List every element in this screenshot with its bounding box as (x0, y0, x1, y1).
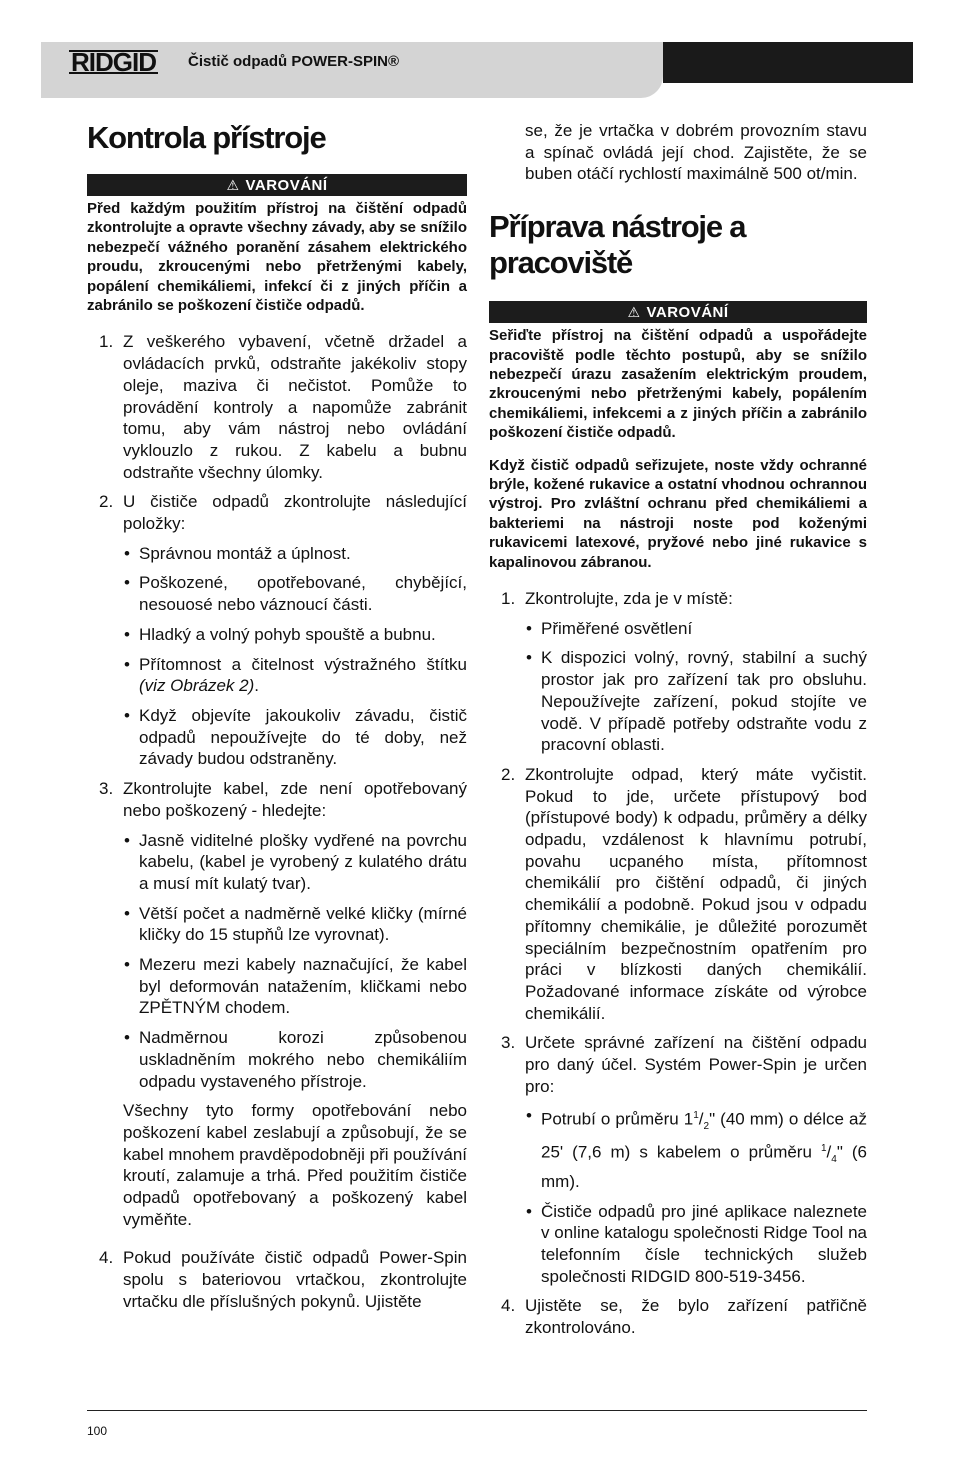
bullet-item: • Větší počet a nadměrně velké kličky (mírné kličky do 15 stupňů lze vyrovnat). (123, 903, 467, 946)
continuation-text: se, že je vrtačka v dobrém provozním stavu a spínač ovládá její chod. Zajistěte, že se buben otáčí rychlostí maximálně 500 ot/min. (525, 121, 867, 184)
list-item: 2. U čističe odpadů zkontrolujte následující položky: • Správnou montáž a úplnost. • Poškozené, opotřebované, chybějící, nesouosé nebo váznoucí části. • Hladký a volný pohyb spouště a bubnu. • Přítomnost a čitelnost výstražného štítku (viz Obrázek 2). • Když objevíte jakoukoliv závadu, čistič odpadů nepoužívejte do té doby, než závady budou odstraněny. (87, 491, 467, 770)
list-item: 2. Zkontrolujte odpad, který máte vyčistit. Pokud to jde, určete přístupový bod (přístupové body) k odpadu, průměry a délky odpadu, vzdálenost k hlavnímu potrubí, povahu ucpaného místa, přítomnost chemikálií pro čištění odpadů, či jiných chemikálií a podobně. Pokud jsou v odpadu přítomny chemikálie, je důležité porozumět speciálním bezpečnostním opatřením pro práci v blízkosti daných chemikálií. Požadované informace získáte od výrobce chemikálií. (501, 764, 867, 1023)
list-item: 4. Pokud používáte čistič odpadů Power-Spin spolu s bateriovou vrtačkou, zkontrolujte vrtačku dle příslušných pokynů. Ujistěte (99, 1248, 467, 1311)
inspection-steps (87, 331, 467, 1312)
bullet-item: • Jasně viditelné plošky vydřené na povrchu kabelu, (kabel je vyrobený z kulatého drátu a musí mít kulatý tvar). (123, 830, 467, 895)
header-title: Čistič odpadů POWER-SPIN® (188, 53, 400, 70)
list-item: 1. Zkontrolujte, zda je v místě: • Přiměřené osvětlení • K dispozici volný, rovný, stabilní a suchý prostor jak pro zařízení tak pro obsluhu. Nepoužívejte zařízení, pokud stojíte ve vodě. V případě potřeby odstraňte vodu z pracovní oblasti. (489, 588, 867, 756)
warning-label: VAROVÁNÍ (245, 177, 328, 194)
bullet-item: • Čističe odpadů pro jiné aplikace naleznete v online katalogu společnosti Ridge Tool na telefonním čísle technických služeb společnosti RIDGID 800-519-3456. (525, 1201, 867, 1288)
figure-reference: (viz Obrázek 2) (139, 676, 255, 696)
warning-text-protection: Když čistič odpadů seřizujete, noste vždy ochranné brýle, kožené rukavice a ostatní vhodnou ochrannou výstroj. Pro zvláštní ochranu před chemikáliemi a bakteriemi na nástroji noste pod koženými rukavicemi latexové, pryžové nebo jiné rukavice s kapalinovou zábranou. (489, 456, 867, 571)
warning-label: VAROVÁNÍ (646, 304, 729, 322)
list-item: 4. Ujistěte se, že bylo zařízení patřičně zkontrolováno. (501, 1296, 867, 1338)
bullet-item: • K dispozici volný, rovný, stabilní a suchý prostor jak pro zařízení tak pro obsluhu. Nepoužívejte zařízení, pokud stojíte ve vodě. V případě potřeby odstraňte vodu z pracovní oblasti. (525, 647, 867, 756)
cable-note: Všechny tyto formy opotřebování nebo poškození kabel zeslabují a způsobují, že se kabel mnohem pravděpodobněji při používání kroutí, zalamuje a trhá. Před použitím čističe odpadů opotřebovaný a poškozený kabel vyměňte. (123, 1101, 468, 1229)
bullet-item: • Přiměřené osvětlení (525, 618, 867, 640)
list-item: 3. Určete správné zařízení na čištění odpadu pro daný účel. Systém Power-Spin je určen pro: • Potrubí o průměru $1^1/_2$" (40 mm) o délce až 25' (7,6 m) s kabelem o průměru $^1/_4$" (6 mm). • Čističe odpadů pro jiné aplikace naleznete v online katalogu společnosti Ridge Tool na telefonním čísle technických služeb společnosti RIDGID 800-519-3456. (489, 1032, 867, 1287)
bullet-item: • Mezeru mezi kabely naznačující, že kabel byl deformován natažením, kličkami nebo ZPĚTNÝM chodem. (123, 954, 467, 1019)
bullet-item: • Nadměrnou korozi způsobenou uskladněním mokrého nebo chemikáliím odpadu vystaveného přístroje. (123, 1027, 467, 1092)
warning-triangle-icon: ⚠ (226, 177, 240, 193)
warning-triangle-icon: ⚠ (627, 304, 641, 321)
header-dark-band (663, 42, 913, 83)
warning-bar (489, 301, 867, 323)
section-title-inspection: Kontrola přístroje (87, 120, 326, 155)
warning-bar (87, 174, 467, 196)
warning-text: Před každým použitím přístroj na čištění odpadů zkontrolujte a opravte všechny závady, aby se snížilo nebezpečí vážného poranění zásahem elektrického proudu, zkroucenými nebo přetrženými kabely, popálení chemikáliemi, infekcí či z jiných příčin a zabránilo se poškození čističe odpadů. (87, 200, 467, 315)
left-column (87, 120, 467, 1321)
list-item: 1. Z veškerého vybavení, včetně držadel a ovládacích prvků, odstraňte jakékoliv stopy oleje, maziva či nečistot. Pomůže to provádění kontroly a napomůže zabránit tomu, aby vám nástroj nebo ovládání vyklouzlo z rukou. Z kabelu a bubnu odstraňte všechny úlomky. (99, 332, 467, 482)
right-column (489, 120, 867, 1347)
bullet-item: • Hladký a volný pohyb spouště a bubnu. (123, 624, 467, 646)
footer-rule (87, 1410, 867, 1411)
ridgid-logo: RIDGID (71, 47, 156, 77)
section-title-preparation: Příprava nástroje a pracoviště (489, 209, 746, 281)
bullet-item: • Přítomnost a čitelnost výstražného štítku (viz Obrázek 2). (123, 654, 467, 697)
page-header (41, 42, 913, 98)
bullet-item: • Poškozené, opotřebované, chybějící, nesouosé nebo váznoucí části. (123, 572, 467, 615)
list-item: 3. Zkontrolujte kabel, zde není opotřebovaný nebo poškozený - hledejte: • Jasně viditelné plošky vydřené na povrchu kabelu, (kabel je vyrobený z kulatého drátu a musí mít kulatý tvar). • Větší počet a nadměrně velké kličky (mírné kličky do 15 stupňů lze vyrovnat). • Mezeru mezi kabely naznačující, že kabel byl deformován natažením, kličkami nebo ZPĚTNÝM chodem. • Nadměrnou korozi způsobenou uskladněním mokrého nebo chemikáliím odpadu vystaveného přístroje. Všechny tyto formy opotřebování nebo poškození kabel zeslabují a způsobují, že se kabel mnohem pravděpodobněji při používání kroutí, zalamuje a trhá. Před použitím čističe odpadů opotřebovaný a poškozený kabel vyměňte. (87, 778, 467, 1230)
bullet-item: • Potrubí o průměru $1^1/_2$" (40 mm) o délce až 25' (7,6 m) s kabelem o průměru $^1/_4$" (6 mm). (525, 1105, 867, 1192)
page-number: 100 (87, 1424, 108, 1438)
bullet-item: • Když objevíte jakoukoliv závadu, čistič odpadů nepoužívejte do té doby, než závady budou odstraněny. (123, 705, 467, 770)
warning-text: Seřiďte přístroj na čištění odpadů a uspořádejte pracoviště podle těchto postupů, aby se snížilo nebezpečí úrazu zasažením elektrickým proudem, zkroucenými nebo přetrženými kabely, popálením chemikáliemi, infekcemi a z jiných příčin a zabránilo poškození čističe odpadů. (489, 327, 867, 442)
bullet-item: • Správnou montáž a úplnost. (123, 543, 467, 565)
preparation-steps (489, 588, 867, 1339)
